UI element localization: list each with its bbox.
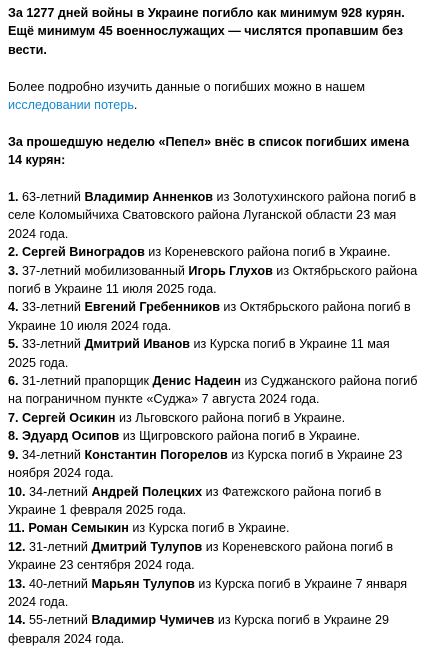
- item-number: 2.: [8, 245, 19, 260]
- item-details: из Курска погиб в Украине 11 мая 2025 года.: [8, 337, 390, 370]
- item-details: из Октябрьского района погиб в Украине 10 июля 2024 года.: [8, 300, 411, 333]
- item-person-name: Владимир Анненков: [84, 190, 214, 205]
- item-number: 9.: [8, 447, 19, 462]
- item-details: из Щигровского района погиб в Украине.: [119, 429, 361, 444]
- item-person-name: Константин Погорелов: [84, 447, 228, 462]
- losses-research-link[interactable]: исследовании потерь: [8, 98, 134, 113]
- week-summary: За прошедшую неделю «Пепел» внёс в список погибших имена 14 курян:: [8, 134, 410, 168]
- item-details: из Курска погиб в Украине.: [128, 521, 290, 536]
- item-person-name: Дмитрий Иванов: [84, 337, 190, 352]
- item-details: из Суджанского района погиб на пограничном пункте «Суджа» 7 августа 2024 года.: [8, 374, 418, 407]
- casualty-list: [8, 188, 420, 648]
- list-item: [8, 188, 420, 243]
- list-item: [8, 538, 420, 575]
- item-details: из Курска погиб в Украине 29 февраля 2024 года.: [8, 613, 390, 646]
- list-item: [8, 519, 420, 537]
- item-details: из Курска погиб в Украине 7 января 2024 года.: [8, 576, 408, 609]
- spacer: [8, 114, 420, 132]
- item-prefix: 31-летний: [25, 539, 92, 554]
- item-person-name: Сергей Осикин: [22, 410, 116, 425]
- item-details: из Октябрьского района погиб в Украине 11 июля 2025 года.: [8, 263, 418, 297]
- intro-text: За 1277 дней войны в Украине погибло как минимум 928 курян. Ещё минимум 45 военнослужащих — числятся пропавшим без вести.: [8, 6, 405, 57]
- item-prefix: 40-летний: [25, 576, 92, 591]
- more-info-paragraph: [8, 78, 420, 115]
- item-details: из Кореневского района погиб в Украине.: [144, 245, 391, 260]
- item-details: из Курска погиб в Украине 23 ноября 2024 года.: [8, 447, 403, 481]
- list-item: [8, 427, 420, 445]
- item-number: 6.: [8, 374, 19, 389]
- item-prefix: 34-летний: [18, 447, 85, 462]
- item-number: 5.: [8, 337, 19, 352]
- spacer: [8, 59, 420, 77]
- item-person-name: Евгений Гребенников: [84, 300, 220, 315]
- item-person-name: Сергей Виноградов: [22, 245, 145, 260]
- list-item: [8, 243, 420, 261]
- item-prefix: 37-летний мобилизованный: [18, 263, 189, 278]
- item-details: из Кореневского района погиб в Украине 23 сентября 2024 года.: [8, 539, 394, 573]
- item-person-name: Андрей Полецких: [91, 484, 203, 499]
- item-number: 11.: [8, 521, 25, 536]
- item-number: 7.: [8, 410, 19, 425]
- item-person-name: Дмитрий Тулупов: [91, 539, 203, 554]
- item-person-name: Игорь Глухов: [188, 263, 273, 278]
- item-prefix: 55-летний: [25, 613, 92, 628]
- item-number: 3.: [8, 263, 19, 278]
- item-number: 1.: [8, 190, 19, 205]
- item-person-name: Марьян Тулупов: [91, 576, 195, 591]
- item-prefix: 31-летний прапорщик: [18, 374, 153, 389]
- more-info-prefix: Более подробно изучить данные о погибших можно в нашем: [8, 79, 366, 94]
- item-person-name: Денис Надеин: [152, 374, 241, 389]
- item-number: 13.: [8, 576, 26, 591]
- list-item: [8, 446, 420, 483]
- more-info-suffix: .: [133, 98, 138, 113]
- list-item: [8, 372, 420, 409]
- spacer: [8, 170, 420, 188]
- item-number: 4.: [8, 300, 19, 315]
- item-prefix: 33-летний: [18, 300, 85, 315]
- item-person-name: Владимир Чумичев: [91, 613, 215, 628]
- item-prefix: 34-летний: [25, 484, 92, 499]
- item-number: 10.: [8, 484, 26, 499]
- item-person-name: Роман Семыкин: [28, 521, 129, 536]
- list-item: [8, 409, 420, 427]
- item-number: 8.: [8, 429, 19, 444]
- list-item: [8, 483, 420, 520]
- item-details: из Фатежского района погиб в Украине 1 февраля 2025 года.: [8, 484, 382, 517]
- item-person-name: Эдуард Осипов: [22, 429, 120, 444]
- list-item: [8, 335, 420, 372]
- list-item: [8, 298, 420, 335]
- item-number: 14.: [8, 613, 26, 628]
- item-prefix: 33-летний: [18, 337, 85, 352]
- item-details: из Золотухинского района погиб в селе Коломыйчиха Сватовского района Луганской области 23 мая 2024 года.: [8, 190, 417, 241]
- list-item: [8, 575, 420, 612]
- list-item: [8, 262, 420, 299]
- item-prefix: 63-летний: [18, 190, 85, 205]
- item-details: из Льговского района погиб в Украине.: [115, 410, 346, 425]
- item-number: 12.: [8, 539, 26, 554]
